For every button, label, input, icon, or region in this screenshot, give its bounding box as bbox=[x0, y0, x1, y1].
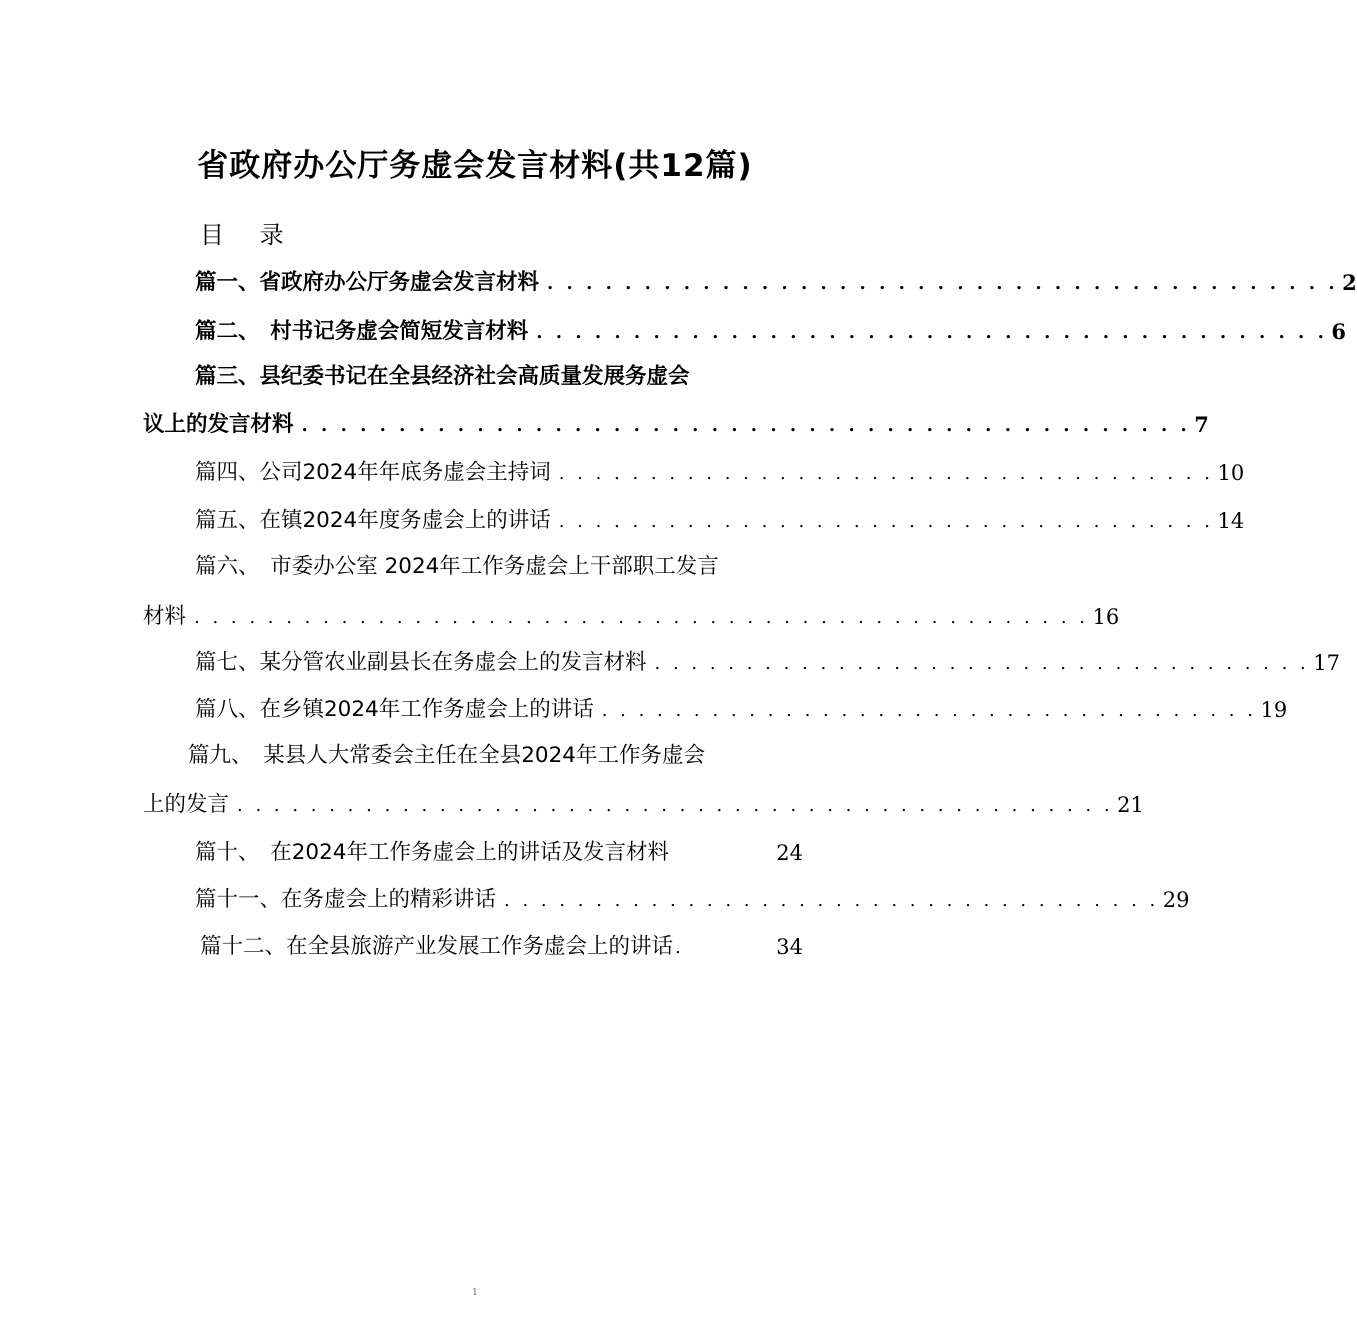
toc-leader-dots: . . . . . . . . . . . . . . . . . . . . . . . . . . . . . . . . . . . . . . . . . . . . . . . . . bbox=[194, 607, 1089, 628]
toc-leader-dots: . . . . . . . . . . . . . . . . . . . . . . . . . . . . . . . . . . . . . . . . . . . . . . . . bbox=[237, 795, 1114, 816]
toc-heading: 目 录 bbox=[200, 221, 298, 249]
toc-entry-line2[interactable] bbox=[143, 786, 1144, 820]
toc-entry-label: 篇九、 某县人大常委会主任在全县2024年工作务虚会 bbox=[188, 743, 705, 768]
toc-entry-label: 篇二、 村书记务虚会简短发言材料 bbox=[195, 319, 529, 344]
toc-leader-dots: . . . . . . . . . . . . . . . . . . . . . . . . . . . . . . . . . . . . bbox=[601, 700, 1257, 721]
toc-entry-line1[interactable] bbox=[195, 548, 803, 582]
toc-entry-label: 篇十二、在全县旅游产业发展工作务虚会上的讲话 bbox=[200, 934, 674, 959]
toc-entry-line2[interactable] bbox=[143, 598, 1120, 632]
toc-entry-line1[interactable] bbox=[195, 358, 803, 392]
toc-leader-dots: . bbox=[675, 937, 685, 958]
toc-entry[interactable] bbox=[195, 264, 1357, 298]
toc-entry-page: 7 bbox=[1194, 412, 1209, 437]
toc-entry-page: 14 bbox=[1217, 509, 1245, 533]
toc-entry-label: 议上的发言材料 bbox=[143, 412, 294, 437]
toc-leader-dots: . . . . . . . . . . . . . . . . . . . . . . . . . . . . . . . . . . . . bbox=[558, 511, 1214, 532]
toc-entry-label: 篇五、在镇2024年度务虚会上的讲话 bbox=[195, 508, 551, 533]
toc-entry[interactable] bbox=[195, 881, 1190, 915]
toc-leader-dots: . . . . . . . . . . . . . . . . . . . . . . . . . . . . . . . . . . . . . . . . . bbox=[536, 322, 1328, 343]
toc-entry-page: 2 bbox=[1342, 270, 1357, 295]
toc-entry-page: 16 bbox=[1092, 605, 1120, 629]
page-number: 1 bbox=[472, 1288, 478, 1298]
toc-leader-dots: . . . . . . . . . . . . . . . . . . . . . . . . . . . . . . . . . . . . bbox=[504, 890, 1159, 911]
toc-leader-dots: . . . . . . . . . . . . . . . . . . . . . . . . . . . . . . . . . . . . bbox=[558, 463, 1214, 484]
toc-entry-label: 篇十、 在2024年工作务虚会上的讲话及发言材料 bbox=[195, 840, 669, 865]
toc-entry-line2[interactable] bbox=[143, 406, 1209, 440]
toc-entry[interactable] bbox=[195, 644, 1340, 678]
toc-entry-label: 篇三、县纪委书记在全县经济社会高质量发展务虚会 bbox=[195, 364, 690, 389]
toc-leader-dots: . . . . . . . . . . . . . . . . . . . . . . . . . . . . . . . . . . . . bbox=[654, 653, 1310, 674]
toc-entry[interactable] bbox=[195, 834, 803, 868]
toc-entry-label: 上的发言 bbox=[143, 792, 230, 817]
toc-entry-label: 篇四、公司2024年年底务虚会主持词 bbox=[195, 460, 551, 485]
toc-entry[interactable] bbox=[195, 502, 1245, 536]
toc-entry-page: 24 bbox=[776, 841, 803, 865]
toc-entry-page: 6 bbox=[1331, 319, 1346, 344]
toc-entry-page: 34 bbox=[776, 935, 803, 959]
toc-entry-line1[interactable] bbox=[188, 737, 803, 771]
toc-leader-dots: . . . . . . . . . . . . . . . . . . . . . . . . . . . . . . . . . . . . . . . . . . . . . . bbox=[301, 415, 1191, 436]
toc-entry-page: 19 bbox=[1260, 698, 1288, 722]
toc-entry[interactable] bbox=[195, 454, 1245, 488]
toc-entry-label: 篇七、某分管农业副县长在务虚会上的发言材料 bbox=[195, 650, 647, 675]
toc-entry-label: 篇八、在乡镇2024年工作务虚会上的讲话 bbox=[195, 697, 594, 722]
toc-entry[interactable] bbox=[195, 313, 1346, 347]
toc-entry[interactable] bbox=[200, 928, 803, 962]
toc-leader-dots: . . . . . . . . . . . . . . . . . . . . . . . . . . . . . . . . . . . . . . . . . bbox=[547, 273, 1339, 294]
toc-entry-label: 篇六、 市委办公室 2024年工作务虚会上干部职工发言 bbox=[195, 554, 719, 579]
toc-entry-label: 篇一、省政府办公厅务虚会发言材料 bbox=[195, 270, 540, 295]
toc-entry-page: 29 bbox=[1162, 888, 1190, 912]
toc-entry-label: 材料 bbox=[143, 604, 187, 629]
toc-entry-page: 10 bbox=[1217, 461, 1245, 485]
toc-entry[interactable] bbox=[195, 691, 1288, 725]
toc-entry-page: 17 bbox=[1313, 651, 1340, 675]
toc-entry-page: 21 bbox=[1117, 793, 1144, 817]
document-title: 省政府办公厅务虚会发言材料(共12篇) bbox=[197, 148, 753, 184]
toc-entry-label: 篇十一、在务虚会上的精彩讲话 bbox=[195, 887, 497, 912]
